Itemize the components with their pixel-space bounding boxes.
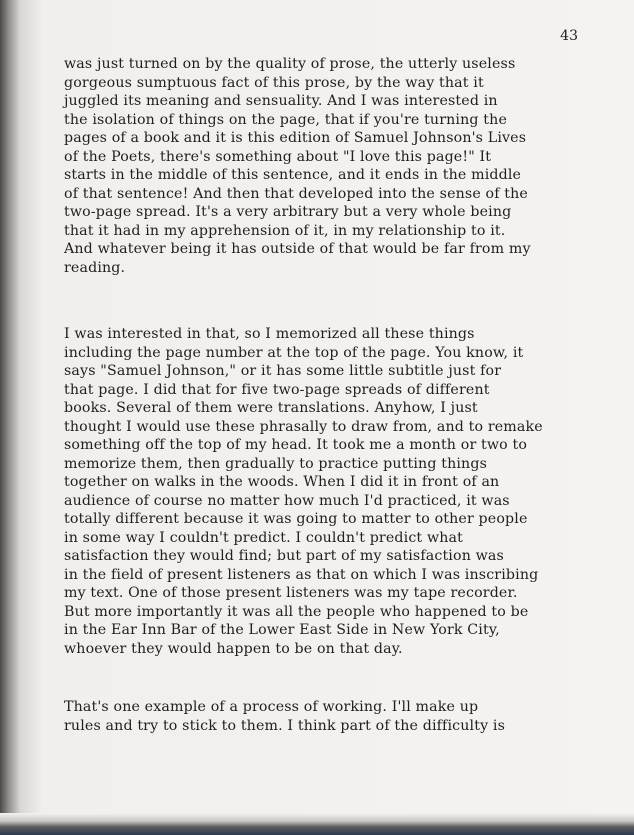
text-line: reading. bbox=[64, 259, 126, 276]
text-line: I was interested in that, so I memorized all these things bbox=[64, 326, 475, 342]
text-line: that page. I did that for five two-page spreads of different bbox=[64, 381, 490, 398]
text-line: juggled its meaning and sensuality. And I was interested in bbox=[64, 93, 498, 109]
text-line: says "Samuel Johnson," or it has some little subtitle just for bbox=[64, 363, 502, 379]
text-line: was just turned on by the quality of prose, the utterly useless bbox=[64, 56, 516, 72]
text-line: in the field of present listeners as that on which I was inscribing bbox=[64, 566, 539, 583]
text-line: audience of course no matter how much I'd practiced, it was bbox=[64, 492, 510, 509]
text-line: my text. One of those present listeners was my tape recorder. bbox=[64, 585, 518, 601]
text-line: of the Poets, there's something about "I love this page!" It bbox=[64, 148, 492, 165]
text-line: pages of a book and it is this edition of Samuel Johnson's Lives bbox=[64, 130, 527, 146]
paragraph-2 bbox=[64, 325, 594, 658]
paragraph-3 bbox=[64, 698, 594, 735]
text-line: starts in the middle of this sentence, and it ends in the middle bbox=[64, 167, 522, 183]
text-line: whoever they would happen to be on that day. bbox=[64, 640, 403, 657]
text-line: totally different because it was going to matter to other people bbox=[64, 511, 528, 527]
text-line: gorgeous sumptuous fact of this prose, by the way that it bbox=[64, 74, 484, 91]
text-line: two-page spread. It's a very arbitrary but a very whole being bbox=[64, 204, 512, 220]
text-line: something off the top of my head. It took me a month or two to bbox=[64, 437, 528, 453]
text-line: That's one example of a process of working. I'll make up bbox=[64, 699, 479, 715]
paragraph-1 bbox=[64, 55, 594, 277]
text-line: thought I would use these phrasally to draw from, and to remake bbox=[64, 418, 543, 435]
text-line: that it had in my apprehension of it, in my relationship to it. bbox=[64, 222, 506, 239]
text-line: rules and try to stick to them. I think part of the difficulty is bbox=[64, 717, 506, 734]
text-line: memorize them, then gradually to practice putting things bbox=[64, 455, 488, 472]
text-line: in the Ear Inn Bar of the Lower East Side in New York City, bbox=[64, 622, 500, 638]
text-line: together on walks in the woods. When I did it in front of an bbox=[64, 474, 500, 490]
text-line: books. Several of them were translations. Anyhow, I just bbox=[64, 400, 478, 416]
text-line: satisfaction they would find; but part of my satisfaction was bbox=[64, 548, 504, 564]
book-bottom-edge bbox=[0, 813, 634, 835]
text-line: But more importantly it was all the people who happened to be bbox=[64, 603, 529, 620]
text-line: in some way I couldn't predict. I couldn't predict what bbox=[64, 529, 463, 546]
text-line: including the page number at the top of the page. You know, it bbox=[64, 344, 524, 361]
page-number: 43 bbox=[560, 28, 578, 44]
text-line: of that sentence! And then that developed into the sense of the bbox=[64, 185, 528, 202]
text-line: And whatever being it has outside of that would be far from my bbox=[64, 241, 531, 257]
text-line: the isolation of things on the page, that if you're turning the bbox=[64, 111, 507, 128]
